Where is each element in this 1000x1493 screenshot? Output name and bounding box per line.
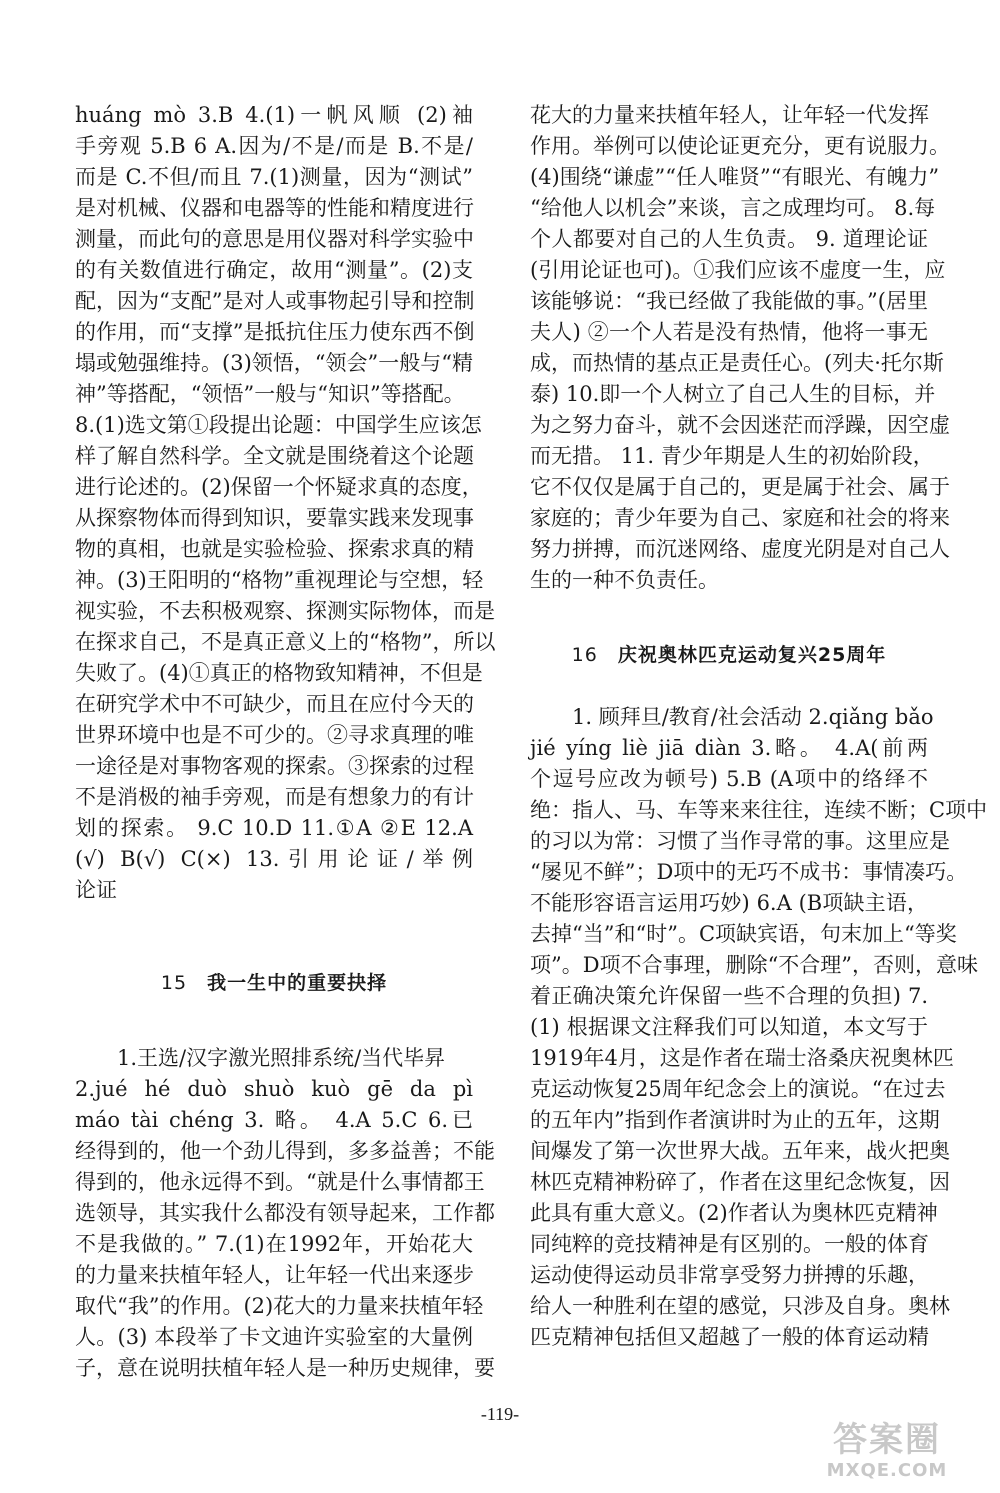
text-line: 它不仅仅是属于自己的，更是属于社会、属于 (530, 475, 950, 499)
text-line: 8.(1)选文第①段提出论题：中国学生应该怎 (75, 413, 482, 437)
text-line: 成，而热情的基点正是责任心。(列夫·托尔斯 (530, 351, 944, 375)
text-line: (√) B(√) C(×) 13.引用论证/举例 (75, 847, 473, 871)
text-line: 进行论述的。(2)保留一个怀疑求真的态度， (75, 475, 483, 499)
text-line: 视实验，不去积极观察、探测实际物体，而是 (75, 599, 495, 623)
text-line: 的力量来扶植年轻人，让年轻一代出来逐步 (75, 1263, 474, 1287)
text-line: huáng mò 3.B 4.(1)一帆风顺 (2)袖 (75, 103, 473, 127)
text-line: 是对机械、仪器和电器等的性能和精度进行 (75, 196, 474, 220)
text-line: 匹克精神包括但又超越了一般的体育运动精 (530, 1325, 929, 1349)
text-line: 取代“我”的作用。(2)花大的力量来扶植年轻 (75, 1294, 484, 1318)
text-line: 神。(3)王阳明的“格物”重视理论与空想，轻 (75, 568, 484, 592)
text-line: 在探求自己，不是真正意义上的“格物”，所以 (75, 630, 496, 654)
text-line: 去掉“当”和“时”。C项缺宾语，句末加上“等奖 (530, 922, 957, 946)
text-line: 而是 C.不但/而且 7.(1)测量，因为“测试” (75, 165, 473, 189)
spacer (75, 999, 473, 1043)
text-line: 测量，而此句的意思是用仪器对科学实验中 (75, 227, 474, 251)
text-line: 努力拼搏，而沉迷网络、虚度光阴是对自己人 (530, 537, 950, 561)
text-line: “给他人以机会”来谈，言之成理均可。 8.每 (530, 196, 936, 220)
text-line: (1) 根据课文注释我们可以知道，本文写于 (530, 1015, 928, 1039)
text-line: 绝：指人、马、车等来来往往，连续不断；C项中 (530, 798, 988, 822)
text-line: 不是我做的。” 7.(1)在1992年，开始花大 (75, 1232, 473, 1256)
text-line: máo tài chéng 3. 略。 4.A 5.C 6.已 (75, 1108, 473, 1132)
right-text-block-b (530, 702, 988, 1353)
text-line: 林匹克精神粉碎了，作者在这里纪念恢复，因 (530, 1170, 950, 1194)
text-line: 夫人) ②一个人若是没有热情，他将一事无 (530, 320, 928, 344)
section-heading-15 (75, 968, 473, 999)
text-line: 手旁观 5.B 6 A.因为/不是/而是 B.不是/ (75, 134, 473, 158)
right-text-block-a (530, 100, 950, 596)
text-line: 花大的力量来扶植年轻人，让年轻一代发挥 (530, 103, 929, 127)
text-line: 的作用，而“支撑”是抵抗住压力使东西不倒 (75, 320, 475, 344)
text-line: 在研究学术中不可缺少，而且在应付今天的 (75, 692, 474, 716)
text-line: jié yíng liè jiā diàn 3.略。 4.A(前两 (530, 736, 928, 760)
text-line: 子，意在说明扶植年轻人是一种历史规律，要 (75, 1356, 495, 1380)
text-line: 项”。D项不合事理，删除“不合理”，否则，意味 (530, 953, 979, 977)
text-line: 配，因为“支配”是对人或事物起引导和控制 (75, 289, 475, 313)
spacer (75, 906, 473, 968)
text-line: 神”等搭配，“领悟”一般与“知识”等搭配。 (75, 382, 465, 406)
left-text-block-a (75, 100, 496, 906)
text-line: 的习以为常：习惯了当作寻常的事。这里应是 (530, 829, 950, 853)
text-line: 泰) 10.即一个人树立了自己人生的目标，并 (530, 382, 936, 406)
text-line: 1. 顾拜旦/教育/社会活动 2.qiǎng bǎo (572, 705, 934, 729)
text-line: 个逗号应改为顿号) 5.B (A项中的络绎不 (530, 767, 928, 791)
text-line: 塌或勉强维持。(3)领悟，“领会”一般与“精 (75, 351, 473, 375)
text-line: 的有关数值进行确定，故用“测量”。(2)支 (75, 258, 473, 282)
text-line: 经得到的，他一个劲儿得到，多多益善；不能 (75, 1139, 495, 1163)
text-line: 论证 (75, 878, 117, 902)
text-line: 家庭的；青少年要为自己、家庭和社会的将来 (530, 506, 950, 530)
text-line: 的五年内”指到作者演讲时为止的五年，这期 (530, 1108, 940, 1132)
text-line: 得到的，他永远得不到。“就是什么事情都王 (75, 1170, 485, 1194)
text-line: 生的一种不负责任。 (530, 568, 719, 592)
left-text-block-b (75, 1043, 495, 1384)
text-line: 样了解自然科学。全文就是围绕着这个论题 (75, 444, 474, 468)
right-column (530, 100, 988, 1353)
text-line: 物的真相，也就是实验检验、探索求真的精 (75, 537, 474, 561)
text-line: (引用论证也可)。①我们应该不虚度一生，应 (530, 258, 946, 282)
section-number: 16 (571, 644, 598, 666)
text-line: 给人一种胜利在望的感觉，只涉及自身。奥林 (530, 1294, 950, 1318)
text-line: 人。(3) 本段举了卡文迪许实验室的大量例 (75, 1325, 473, 1349)
section-title: 庆祝奥林匹克运动复兴25周年 (617, 644, 887, 666)
text-line: (4)围绕“谦虚”“任人唯贤”“有眼光、有魄力” (530, 165, 940, 189)
section-heading-16 (530, 640, 928, 671)
watermark-site-text: MXQE.COM (826, 1460, 948, 1481)
text-line: “屡见不鲜”；D项中的无巧不成书：事情凑巧。 (530, 860, 968, 884)
text-line: 该能够说：“我已经做了我能做的事。”(居里 (530, 289, 928, 313)
text-line: 同纯粹的竞技精神是有区别的。一般的体育 (530, 1232, 929, 1256)
text-line: 为之努力奋斗，就不会因迷茫而浮躁，因空虚 (530, 413, 950, 437)
text-line: 世界环境中也是不可少的。②寻求真理的唯 (75, 723, 474, 747)
text-line: 划的探索。 9.C 10.D 11.①A ②E 12.A (75, 816, 473, 840)
text-line: 1919年4月，这是作者在瑞士洛桑庆祝奥林匹 (530, 1046, 954, 1070)
watermark-logo (802, 1420, 972, 1484)
text-line: 不能形容语言运用巧妙) 6.A (B项缺主语， (530, 891, 928, 915)
text-line: 而无措。 11. 青少年期是人生的初始阶段， (530, 444, 934, 468)
section-number: 15 (160, 972, 188, 994)
left-column (75, 100, 496, 1384)
text-line: 作用。举例可以使论证更充分，更有说服力。 (530, 134, 950, 158)
watermark-logo-text: 答案圈 (833, 1420, 941, 1460)
text-line: 1.王选/汉字激光照排系统/当代毕昇 (117, 1046, 446, 1070)
text-line: 一途径是对事物客观的探索。③探索的过程 (75, 754, 474, 778)
text-line: 不是消极的袖手旁观，而是有想象力的有计 (75, 785, 474, 809)
text-line: 运动使得运动员非常享受努力拼搏的乐趣， (530, 1263, 929, 1287)
text-line: 选领导，其实我什么都没有领导起来，工作都 (75, 1201, 495, 1225)
text-line: 失败了。(4)①真正的格物致知精神，不但是 (75, 661, 483, 685)
text-line: 克运动恢复25周年纪念会上的演说。“在过去 (530, 1077, 946, 1101)
section-title: 我一生中的重要抉择 (207, 972, 388, 994)
text-line: 此具有重大意义。(2)作者认为奥林匹克精神 (530, 1201, 938, 1225)
text-line: 着正确决策允许保留一些不合理的负担) 7. (530, 984, 928, 1008)
text-line: 从探察物体而得到知识，要靠实践来发现事 (75, 506, 474, 530)
text-line: 间爆发了第一次世界大战。五年来，战火把奥 (530, 1139, 950, 1163)
page-number: -119- (480, 1404, 520, 1424)
spacer (530, 671, 928, 702)
spacer (530, 596, 928, 640)
text-line: 个人都要对自己的人生负责。 9. 道理论证 (530, 227, 928, 251)
text-line: 2.jué hé duò shuò kuò gē da pì (75, 1077, 473, 1101)
